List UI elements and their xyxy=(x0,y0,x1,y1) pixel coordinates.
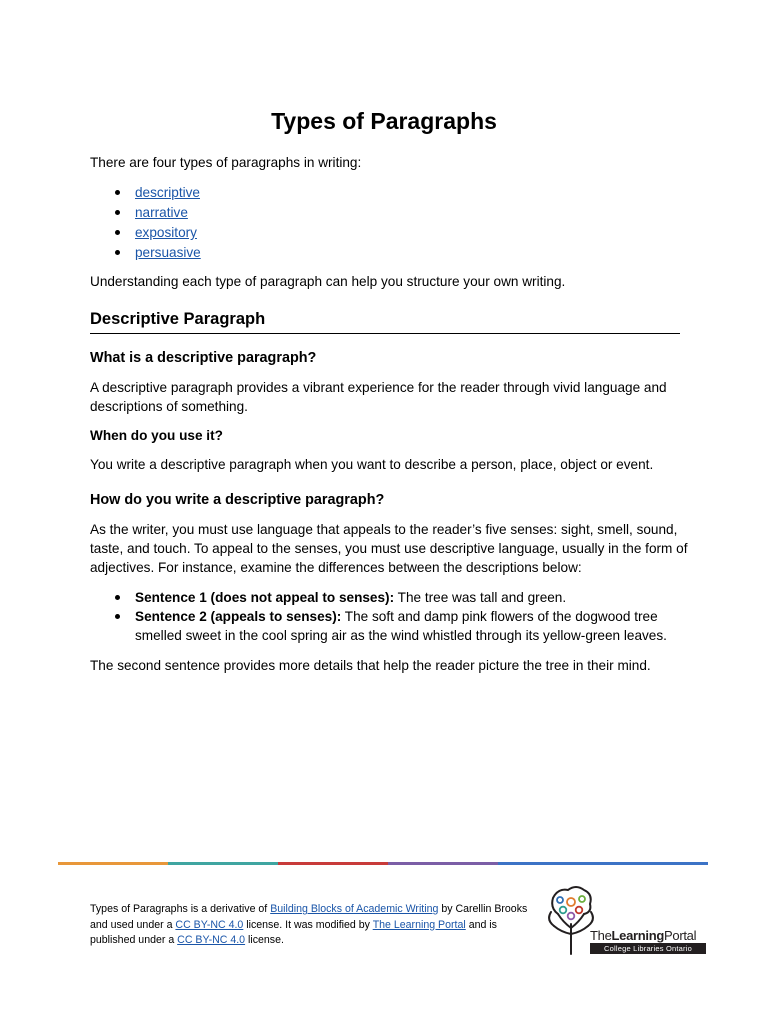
tree-icon xyxy=(546,884,596,956)
section-heading: Descriptive Paragraph xyxy=(90,310,266,328)
footer-divider xyxy=(58,862,708,865)
footer-text-part: and is published under a xyxy=(90,918,497,946)
answer-how: As the writer, you must use language that appeals to the reader’s five senses: sight, smell, sound, taste, and touch. To appeal to the senses, you must use descriptive language, usually in the form of adjectives. For instance, examine the differences between the descriptions below: xyxy=(90,522,688,575)
example-text: The tree was tall and green. xyxy=(394,590,567,605)
logo-wordmark xyxy=(590,929,696,943)
footer-text-part: license. xyxy=(245,934,284,946)
page-title: Types of Paragraphs xyxy=(271,108,497,134)
learning-portal-logo xyxy=(546,884,710,956)
intro-text: There are four types of paragraphs in writing: xyxy=(90,155,362,170)
logo-word-part: Learning xyxy=(611,928,665,943)
rule-segment xyxy=(388,862,498,865)
section-divider xyxy=(90,333,680,334)
example-sentences-list xyxy=(90,588,690,645)
license-link[interactable]: CC BY-NC 4.0 xyxy=(175,918,244,931)
rule-segment xyxy=(278,862,388,865)
persuasive-link[interactable]: persuasive xyxy=(135,245,201,260)
conclusion-text: The second sentence provides more details that help the reader picture the tree in their mind. xyxy=(90,658,651,673)
example-label: Sentence 2 (appeals to senses): xyxy=(135,609,342,624)
rule-segment xyxy=(498,862,708,865)
list-item xyxy=(90,607,690,645)
question-what: What is a descriptive paragraph? xyxy=(90,350,317,366)
list-item xyxy=(90,203,690,223)
paragraph-types-list xyxy=(90,183,690,263)
list-item xyxy=(90,588,690,607)
learning-portal-link[interactable]: The Learning Portal xyxy=(372,918,466,931)
building-blocks-link[interactable]: Building Blocks of Academic Writing xyxy=(270,903,439,915)
rule-segment xyxy=(58,862,168,865)
answer-when: You write a descriptive paragraph when you want to describe a person, place, object or event. xyxy=(90,457,654,472)
logo-word-part: The xyxy=(590,928,612,943)
understanding-text: Understanding each type of paragraph can help you structure your own writing. xyxy=(90,274,566,289)
footer-text-part: license. It was modified by xyxy=(243,918,373,931)
question-when: When do you use it? xyxy=(90,428,223,443)
question-how: How do you write a descriptive paragraph? xyxy=(90,492,385,508)
example-label: Sentence 1 (does not appeal to senses): xyxy=(135,590,395,605)
narrative-link[interactable]: narrative xyxy=(135,205,188,220)
license-link-2[interactable]: CC BY-NC 4.0 xyxy=(177,934,246,946)
list-item xyxy=(90,183,690,203)
logo-word-part: Portal xyxy=(664,928,697,943)
example-text: The soft and damp pink flowers of the dogwood tree smelled sweet in the cool spring air as the wind whistled through its yellow-green leaves. xyxy=(135,609,667,643)
footer-text-part: Types of Paragraphs is a derivative of xyxy=(90,903,271,915)
expository-link[interactable]: expository xyxy=(135,225,197,240)
list-item xyxy=(90,243,690,263)
answer-what: A descriptive paragraph provides a vibrant experience for the reader through vivid language and descriptions of something. xyxy=(90,380,667,414)
descriptive-link[interactable]: descriptive xyxy=(135,185,200,200)
footer-text-part: by Carellin Brooks and used under a xyxy=(90,903,528,931)
list-item xyxy=(90,223,690,243)
logo-tagline: College Libraries Ontario xyxy=(590,943,706,954)
rule-segment xyxy=(168,862,278,865)
footer-attribution xyxy=(90,902,540,949)
